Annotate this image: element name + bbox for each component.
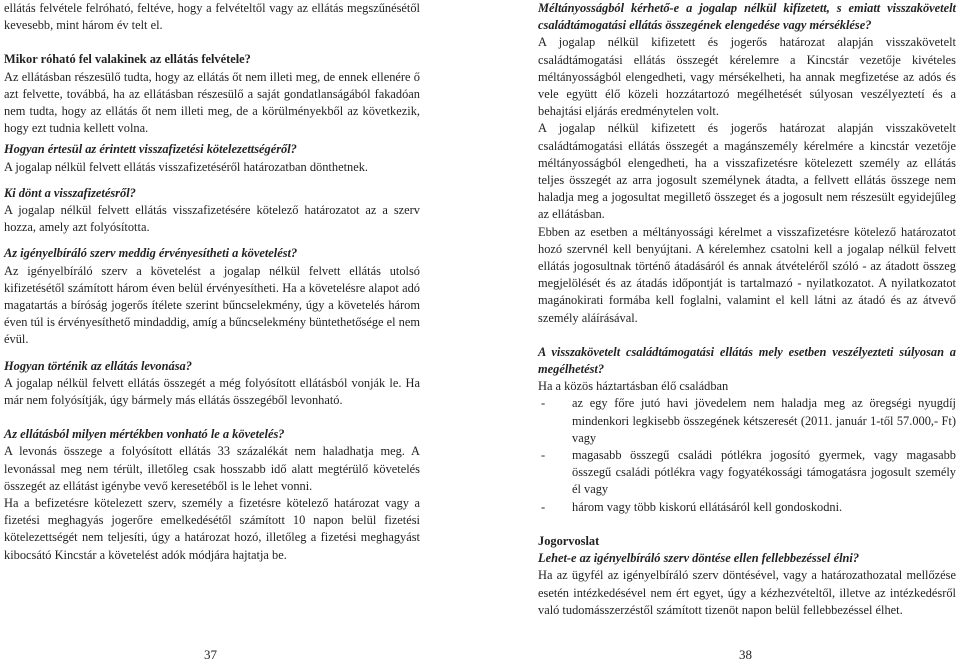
body-paragraph: A jogalap nélkül felvett ellátás visszafizetéséről határozatban dönthetnek. bbox=[4, 159, 369, 174]
body-paragraph: A jogalap nélkül kifizetett és jogerős határozat alapján visszakövetelt családtámogatási ellátás összegét a magánszemély kérelmére a kincstár vezetője méltányosságból elengedheti, ha a visszafizetésre kötelezett személy az ellátás teljes összegét az arra jogosult személynek átadta, a fellvett ellátás összege nem haladja meg a jogosultat megillető összeget és a jogosult nem részesült egyidejűleg az ellátásban. bbox=[538, 121, 956, 222]
list-item bbox=[538, 447, 956, 499]
section-heading: Ki dönt a visszafizetésről? bbox=[4, 185, 136, 200]
list-item bbox=[538, 499, 956, 516]
list-item bbox=[538, 395, 956, 447]
body-paragraph: A levonás összege a folyósított ellátás 33 százalékát nem haladhatja meg. A levonással meg nem térült, illetőleg csak hosszabb idő alatt megtérülő követelés összegét az ellátást igénybe vevő keresetéből is le lehet vonni. bbox=[4, 444, 420, 493]
left-page-column bbox=[4, 0, 420, 564]
condition-list bbox=[538, 395, 956, 515]
section-heading: Az ellátásból milyen mértékben vonható le a követelés? bbox=[4, 427, 285, 442]
section-heading: Az igényelbíráló szerv meddig érvényesítheti a követelést? bbox=[4, 246, 298, 261]
list-marker: - bbox=[541, 448, 546, 463]
section-title: Jogorvoslat bbox=[538, 533, 600, 548]
list-item-text: az egy főre jutó havi jövedelem nem haladja meg az öregségi nyugdíj mindenkori legkisebb összegének kétszeresét (2011. január 1-től 57.000,- Ft) vagy bbox=[572, 396, 956, 445]
body-paragraph: Az igényelbíráló szerv a követelést a jogalap nélkül felvett ellátás utolsó kifizetésétől számított három éven belül érvényesítheti. Ha a követelésre alapot adó magatartás a bíróság jogerős ítélete szerint bűncselekmény, úgy a követelés három éven túl is érvényesíthető mindaddig, amíg a bűncselekmény büntethetősége el nem évül. bbox=[4, 263, 420, 347]
body-paragraph: A jogalap nélkül felvett ellátás visszafizetésére kötelező határozatot az a szerv hozza, amely azt folyósította. bbox=[4, 203, 420, 235]
page-number-right: 38 bbox=[739, 647, 752, 662]
section-heading: Hogyan értesül az érintett visszafizetési kötelezettségéről? bbox=[4, 142, 297, 157]
body-paragraph: Az ellátásban részesülő tudta, hogy az ellátás őt nem illeti meg, de ennek ellenére ő azt felvette, továbbá, ha az ellátásban részesülő a saját gondatlanságából fakadóan nem tudta, hogy az ellátás őt nem illeti meg, de a körülményekből az következik, hogy ezt tudnia kellett volna. bbox=[4, 69, 420, 136]
list-item-text: három vagy több kiskorú ellátásáról kell gondoskodni. bbox=[572, 499, 843, 514]
body-paragraph: Ha a közös háztartásban élő családban bbox=[538, 379, 729, 394]
body-paragraph: Ha az ügyfél az igényelbíráló szerv döntésével, vagy a határozathozatal mellőzése esetén intézkedésével nem ért egyet, úgy a kézhezvételtől, illetve az intézkedésről való tudomásszerzéstől számított tizenöt napon belül fellebbezéssel élhet. bbox=[538, 568, 956, 617]
list-marker: - bbox=[541, 396, 546, 411]
body-paragraph: A jogalap nélkül felvett ellátás összegét a még folyósított ellátásból vonják le. Ha már nem folyósítják, úgy bármely más ellátás összegéből levonható. bbox=[4, 375, 420, 408]
section-heading: Hogyan történik az ellátás levonása? bbox=[4, 358, 192, 373]
body-paragraph: Ha a befizetésre kötelezett szerv, személy a fizetésre kötelező határozat vagy a fizetési meghagyás jogerőre emelkedésétől számított 10 napon belül fizetési kötelezettségét nem teljesíti, úgy a határozat hozó, illetőleg a fizetési meghagyást kibocsátó Kincstár a követelést adók módjára hajtatja be. bbox=[4, 496, 420, 562]
intro-paragraph: ellátás felvétele felróható, feltéve, hogy a felvételtől vagy az ellátás megszűnésétől kevesebb, mint három év telt el. bbox=[4, 1, 420, 33]
list-marker: - bbox=[541, 499, 546, 514]
body-paragraph: Ebben az esetben a méltányossági kérelmet a visszafizetésre kötelező határozatot hozó szervnél kell benyújtani. A kérelemhez csatolni kell a jogalap nélkül felvett ellátás jogosultnak történő átadásáról és annak átvételéről szóló - az átadott összeg megjelölését és az átadás időpontját is tartalmazó - nyilatkozatot. A nyilatkozatot magánokirati formába kell foglalni, valamint el kell látni az átadó és az átvevő személy aláírásával. bbox=[538, 224, 956, 325]
body-paragraph: A jogalap nélkül kifizetett és jogerős határozat alapján visszakövetelt családtámogatási ellátás összegét kérelemre a Kincstár vezetője kivételes méltányosságból elengedheti, vagy mérsékelheti, ha annak megfizetése az adós és vele együtt élő közeli hozzátartozó megélhetését súlyosan veszélyeztetí és a behajtási eljárás eredménytelen volt. bbox=[538, 35, 956, 119]
right-page-column bbox=[538, 0, 956, 619]
section-heading: Lehet-e az igényelbíráló szerv döntése ellen fellebbezéssel élni? bbox=[538, 551, 860, 566]
page-number-left: 37 bbox=[204, 647, 217, 662]
list-item-text: magasabb összegű családi pótlékra jogosító gyermek, vagy magasabb összegű családi pótlékra vagy fogyatékossági támogatásra jogosult személy él vagy bbox=[572, 448, 956, 497]
section-heading: Mikor róható fel valakinek az ellátás felvétele? bbox=[4, 52, 251, 67]
section-heading: A visszakövetelt családtámogatási ellátás mely esetben veszélyezteti súlyosan a megélhetést? bbox=[538, 344, 956, 377]
section-heading: Méltányosságból kérhető-e a jogalap nélkül kifizetett, s emiatt visszakövetelt családtámogatási ellátás összegének elengedése vagy mérséklése? bbox=[538, 1, 956, 33]
